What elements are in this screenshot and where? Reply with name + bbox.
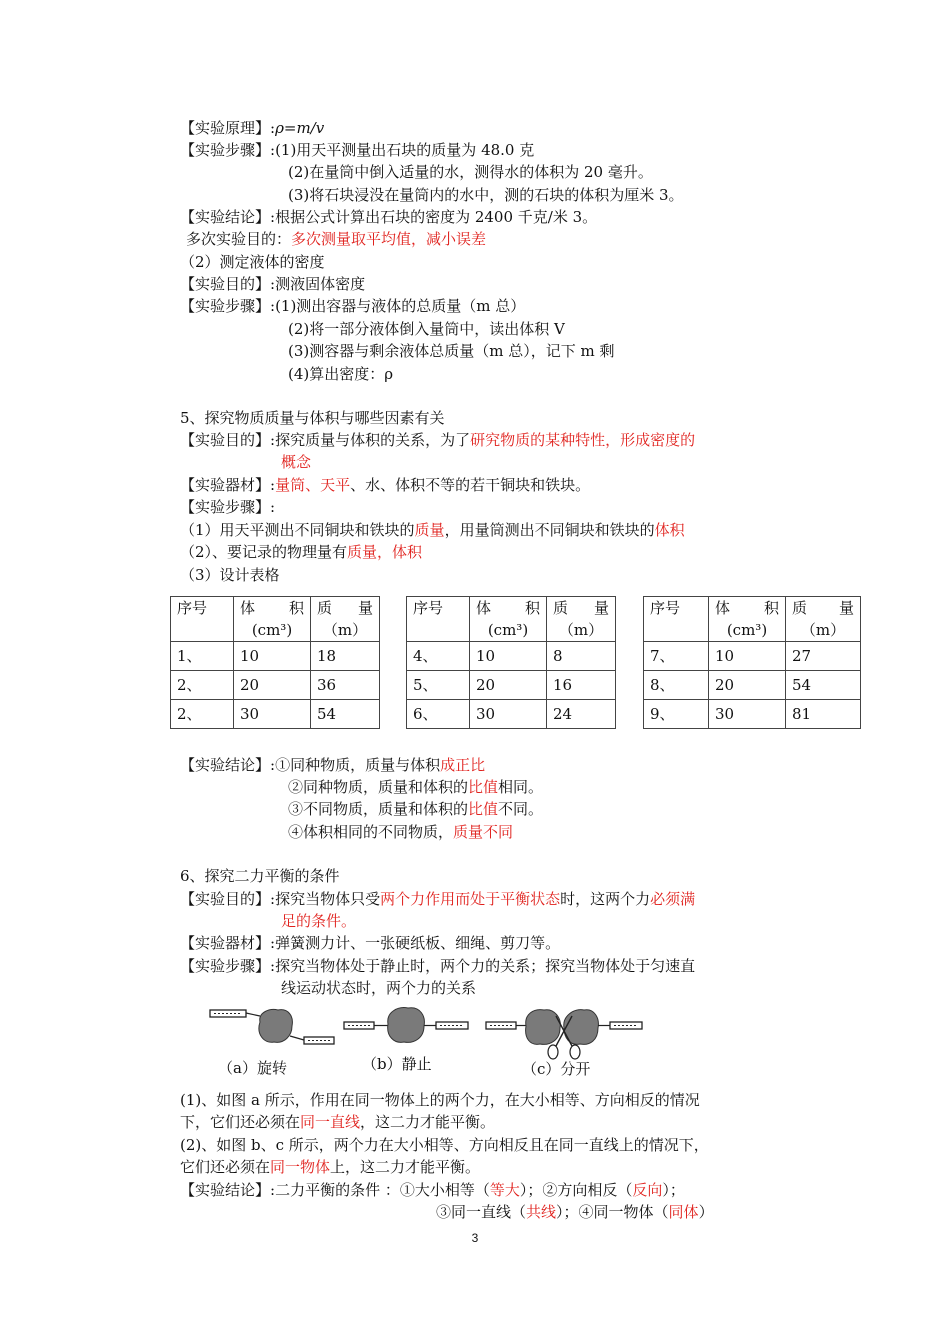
cell: 36 [311,671,380,700]
cardboard-piece-left [526,1010,561,1045]
label: 【实验目的】: [180,431,276,449]
highlight: 成正比 [440,756,486,774]
text: 积 [288,599,304,617]
s5-step2 [180,542,422,562]
cell: 5、 [407,671,470,700]
text: ④体积相同的不同物质， [288,823,454,841]
text: 弹簧测力计、一张硬纸板、细绳、剪刀等。 [275,934,561,952]
cell: 10 [234,642,311,671]
header-no: 序号 [171,597,234,642]
s6-purpose-line [180,889,695,909]
highlight: 体积 [654,521,685,539]
liquid-step-2: (2)将一部分液体倒入量筒中，读出体积 V [288,320,565,338]
cell: 30 [470,700,547,729]
cell: 16 [547,671,616,700]
table-header-row [644,597,861,642]
highlight: 必须满 [650,890,696,908]
label: 多次实验目的： [186,230,292,248]
page-number: 3 [471,1231,479,1245]
purpose-line [180,274,365,294]
highlight: 同一直线 [300,1113,361,1131]
text: 根据公式计算出石块的密度为 2400 千克/米 3。 [275,208,598,226]
s5-step3: （3）设计表格 [180,566,280,584]
unit: （m） [558,621,604,639]
table-row [171,671,380,700]
text: 探究质量与体积的关系，为了 [275,431,471,449]
highlight: 等大 [489,1181,520,1199]
label: 【实验结论】: [180,1181,276,1199]
text: （2）、要记录的物理量有 [180,543,348,561]
cell: 30 [234,700,311,729]
text: 时，这两个力 [560,890,651,908]
label: 【实验步骤】: [180,297,276,315]
highlight: 质量不同 [453,823,514,841]
data-table-2 [406,596,616,729]
table-row [407,642,616,671]
s6-conclusion-1 [180,1180,685,1200]
text: 质 [792,599,808,617]
highlight: 反向 [632,1181,663,1199]
highlight: 量筒、天平 [275,476,351,494]
section6-title: 6、探究二力平衡的条件 [180,867,340,885]
s6-purpose-cont: 足的条件。 [281,912,357,930]
text: ）；②方向相反（ [519,1181,633,1199]
cell: 24 [547,700,616,729]
cell: 7、 [644,642,709,671]
text: 量 [593,599,609,617]
cell: 54 [311,700,380,729]
cell: 6、 [407,700,470,729]
text: ）； [662,1181,685,1199]
label: 【实验结论】: [180,756,276,774]
formula: ρ=m/v [275,119,325,137]
text: 测液固体密度 [275,275,366,293]
header-no: 序号 [407,597,470,642]
highlight: 研究物质的某种特性，形成密度的 [470,431,696,449]
liquid-step-3: (3)测容器与剩余液体总质量（m 总），记下 m 剩 [288,342,615,360]
s6-conclusion-2 [436,1202,714,1222]
cell: 8、 [644,671,709,700]
cardboard-shape [388,1008,425,1043]
table-row [171,700,380,729]
highlight: 比值 [468,800,499,818]
liquid-title: （2）测定液体的密度 [180,253,325,271]
s5-conclusion-2 [288,777,543,797]
label: 【实验原理】: [180,119,276,137]
cell: 10 [709,642,786,671]
header-no: 序号 [644,597,709,642]
table-header-row [407,597,616,642]
string [290,1036,304,1040]
figure-a [210,1010,334,1045]
step-2: (2)在量筒中倒入适量的水，测得水的体积为 20 毫升。 [288,163,653,181]
text: 量 [357,599,373,617]
text: （1）用天平测出不同铜块和铁块的 [180,521,415,539]
s5-purpose-cont: 概念 [281,453,312,471]
text: ③不同物质，质量和体积的 [288,800,469,818]
cell: 20 [234,671,311,700]
text: 探究当物体处于静止时，两个力的关系；探究当物体处于匀速直 [275,957,696,975]
s5-equip-line [180,475,590,495]
figure-b-caption: （b）静止 [362,1055,432,1073]
text: 探究当物体只受 [275,890,381,908]
label: 【实验器材】: [180,476,276,494]
header-volume [470,597,547,642]
s6-steps-line [180,956,695,976]
cell: 20 [470,671,547,700]
table-row [407,700,616,729]
cell: 2、 [171,700,234,729]
step: (1)用天平测量出石块的质量为 48.0 克 [275,141,535,159]
s5-conclusion-3 [288,799,543,819]
header-volume [709,597,786,642]
unit: (cm³) [251,621,293,639]
steps-line-1 [180,140,534,160]
header-mass [311,597,380,642]
figure-a-caption: （a）旋转 [218,1059,287,1077]
text: 它们还必须在 [180,1158,271,1176]
table-row [644,700,861,729]
liquid-step-4: (4)算出密度：ρ [288,365,394,383]
cell: 10 [470,642,547,671]
label: 【实验目的】: [180,890,276,908]
cell: 8 [547,642,616,671]
text: ）；④同一物体（ [556,1203,669,1221]
text: 量 [838,599,854,617]
data-table-3 [643,596,861,729]
text: 相同。 [498,778,544,796]
table-row [644,671,861,700]
cell: 18 [311,642,380,671]
cell: 54 [786,671,861,700]
text: ①同种物质，质量与体积 [275,756,441,774]
text: ，用量筒测出不同铜块和铁块的 [444,521,655,539]
cell: 20 [709,671,786,700]
cell: 81 [786,700,861,729]
label: 【实验器材】: [180,934,276,952]
highlight: 同体 [668,1203,699,1221]
cell: 30 [709,700,786,729]
liquid-steps-line [180,296,525,316]
conclusion-line [180,207,597,227]
multi-purpose [186,229,486,249]
text: 二力平衡的条件 ：①大小相等（ [275,1181,490,1199]
label: 【实验目的】: [180,275,276,293]
highlight: 质量，体积 [347,543,423,561]
label: 【实验结论】: [180,208,276,226]
figure-c-caption: （c）分开 [522,1060,591,1078]
s5-conclusion-4 [288,822,513,842]
text: ） [698,1203,714,1221]
table-row [644,642,861,671]
header-mass [547,597,616,642]
step-3: (3)将石块浸没在量筒内的水中，测的石块的体积为厘米 3。 [288,186,684,204]
unit: (cm³) [487,621,529,639]
text: 、水、体积不等的若干铜块和铁块。 [350,476,591,494]
figure-c [486,1010,642,1059]
s6-para2-line1: (2)、如图 b、c 所示，两个力在大小相等、方向相反且在同一直线上的情况下， [180,1136,709,1154]
text: 下，它们还必须在 [180,1113,301,1131]
s6-para1-line2 [180,1112,495,1132]
scissors-handle [548,1045,558,1059]
s5-purpose-line [180,430,695,450]
text: 体 [476,599,492,617]
highlight: 多次测量取平均值，减小误差 [291,230,487,248]
s6-para1-line1: (1)、如图 a 所示，作用在同一物体上的两个力，在大小相等、方向相反的情况 [180,1091,700,1109]
cell: 1、 [171,642,234,671]
cardboard-shape [259,1010,292,1043]
s5-conclusion-1 [180,755,485,775]
figure-b [344,1008,468,1043]
scissors-handle [570,1045,580,1059]
unit: （m） [322,621,368,639]
text: ③同一直线（ [436,1203,527,1221]
s5-steps-label: 【实验步骤】: [180,498,276,516]
s6-para2-line2 [180,1157,480,1177]
text: 积 [763,599,779,617]
cell: 2、 [171,671,234,700]
unit: （m） [800,621,846,639]
step: (1)测出容器与液体的总质量（m 总） [275,297,526,315]
highlight: 质量 [414,521,445,539]
header-mass [786,597,861,642]
header-volume [234,597,311,642]
text: 上，这二力才能平衡。 [330,1158,481,1176]
s6-steps-cont: 线运动状态时，两个力的关系 [281,979,477,997]
text: 质 [553,599,569,617]
text: ，这二力才能平衡。 [360,1113,496,1131]
label: 【实验步骤】: [180,957,276,975]
string [246,1013,260,1016]
cell: 4、 [407,642,470,671]
s6-equip-line [180,933,560,953]
principle-line [180,118,324,138]
highlight: 同一物体 [270,1158,331,1176]
cell: 27 [786,642,861,671]
label: 【实验步骤】: [180,141,276,159]
table-header-row [171,597,380,642]
table-row [407,671,616,700]
text: 不同。 [498,800,544,818]
text: 体 [715,599,731,617]
unit: (cm³) [726,621,768,639]
data-table-1 [170,596,380,729]
s5-step1 [180,520,685,540]
highlight: 共线 [526,1203,557,1221]
cell: 9、 [644,700,709,729]
highlight: 两个力作用而处于平衡状态 [380,890,561,908]
highlight: 比值 [468,778,499,796]
table-row [171,642,380,671]
text: 体 [240,599,256,617]
text: 积 [524,599,540,617]
text: 质 [317,599,333,617]
text: ②同种物质，质量和体积的 [288,778,469,796]
section5-title: 5、探究物质质量与体积与哪些因素有关 [180,409,445,427]
